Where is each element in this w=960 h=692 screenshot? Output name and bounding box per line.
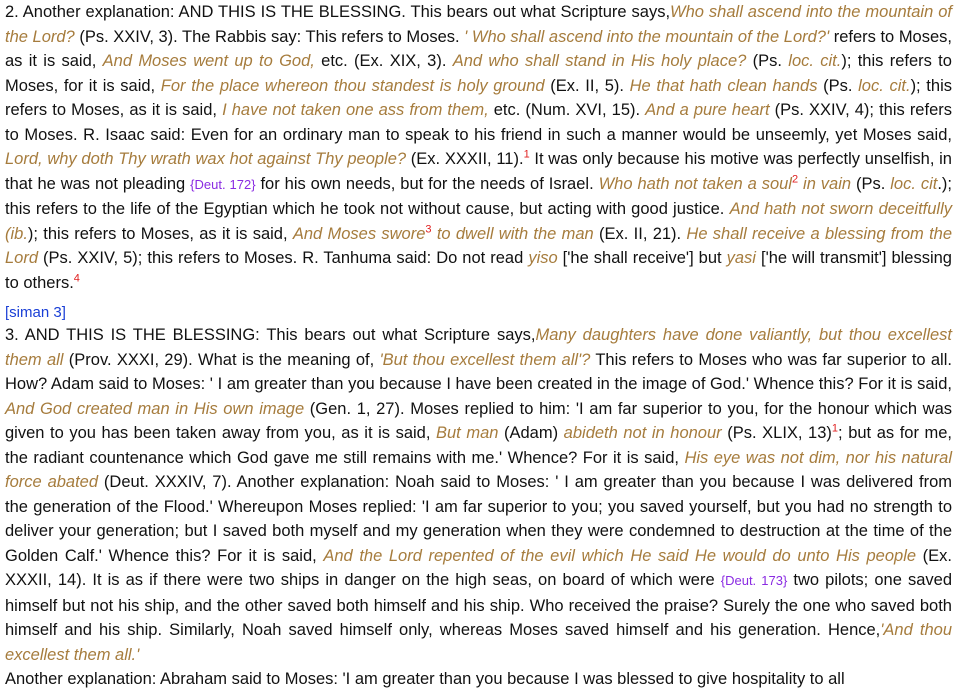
scripture-quote: Who shall ascend into the mountain of the Lord? [5, 3, 952, 46]
body-text: ); this refers to Moses, as it is said, [27, 224, 293, 243]
scripture-quote: Many daughters have done valiantly, but thou excellest them all [5, 326, 952, 369]
body-text: etc. (Ex. XIX, 3). [314, 52, 453, 70]
footnote-marker[interactable]: 2 [791, 173, 799, 185]
scripture-quote: And God created man in His own image [5, 399, 305, 418]
body-text: (Prov. XXXI, 29). What is the meaning of, [63, 350, 380, 369]
scripture-quote: loc. cit. [788, 52, 842, 70]
footnote-marker[interactable]: 3 [425, 223, 432, 235]
body-text: etc. (Num. XVI, 15). [488, 101, 646, 119]
footnote-marker[interactable]: 1 [523, 148, 530, 161]
body-text: (Ex. XXXII, 11). [406, 150, 524, 168]
scripture-quote: He that hath clean hands [629, 76, 818, 95]
scripture-quote: And Moses went up to God, [102, 52, 315, 70]
body-text: ['he will transmit'] blessing to others. [5, 249, 952, 292]
scripture-quote: abideth not in honour [563, 424, 722, 442]
footnote-marker[interactable]: 1 [831, 422, 839, 435]
paragraph-3 [5, 323, 952, 667]
scripture-quote: yiso [528, 249, 558, 267]
scripture-quote: And who shall stand in His holy place? [452, 52, 747, 70]
scripture-quote: 'And thou excellest them all.' [5, 621, 952, 664]
scripture-quote: yasi [726, 249, 756, 267]
body-text: (Ps. [746, 52, 789, 70]
scripture-quote: I have not taken one ass from them, [222, 101, 489, 119]
body-text: refers to Moses, as it is said, [5, 27, 952, 70]
page-reference[interactable]: {Deut. 173} [720, 573, 788, 588]
body-text: This refers to Moses who was far superior to all. How? Adam said to Moses: ' I am greater than you because I have been created in the image of God.' Whence this? For it is said, [5, 350, 952, 393]
body-text: ['he shall receive'] but [557, 249, 727, 267]
scripture-quote: Lord, why doth Thy wrath wax hot against Thy people? [5, 150, 407, 168]
body-text: two pilots; one saved himself but not his ship, and the other saved both himself and his ship. Who received the praise? Surely the one who saved both himself and his ship. Similarly, Noah saved himself only, whereas Moses saved himself and his generation. Hence, [5, 571, 952, 639]
body-text: (Ex. II, 21). [593, 224, 687, 243]
scripture-quote: 'But thou excellest them all'? [379, 350, 591, 369]
body-text: .); this refers to the life of the Egyptian which he took not without cause, but acting with good justice. [5, 174, 953, 218]
body-text: (Ps. [851, 174, 891, 193]
body-text: (Ps. XXIV, 5); this refers to Moses. R. Tanhuma said: Do not read [38, 249, 529, 267]
scripture-quote: loc. cit. [858, 76, 911, 95]
body-text: ; but as for me, the radiant countenance which God gave me still remains with me.' Whence? For it is said, [5, 424, 953, 467]
cutoff-line: Another explanation: Abraham said to Moses: 'I am greater than you because I was blessed to give hospitality to all [5, 670, 845, 688]
scripture-quote: For the place whereon thou standest is holy ground [160, 76, 545, 95]
body-text: (Gen. 1, 27). Moses replied to him: 'I am far superior to you, for the honour which was given to you has been taken away from you, as it is said, [5, 399, 952, 442]
scripture-quote: Who hath not taken a soul [598, 174, 792, 193]
page-reference[interactable]: {Deut. 172} [190, 176, 256, 192]
body-text: (Ps. XXIV, 3). The Rabbis say: This refers to Moses. [74, 27, 465, 46]
body-text: ); this refers to Moses, as it is said, [5, 76, 952, 119]
body-text: 2. Another explanation: AND THIS IS THE BLESSING. This bears out what Scripture says, [5, 3, 671, 21]
scripture-quote: His eye was not dim, nor his natural force abated [5, 448, 952, 491]
scripture-quote: And a pure heart [645, 101, 770, 119]
scripture-quote: ' Who shall ascend into the mountain of the Lord?' [464, 27, 830, 46]
body-text: for his own needs, but for the needs of Israel. [255, 174, 599, 193]
body-text: (Ps. XXIV, 4); this refers to Moses. R. Isaac said: Even for an ordinary man to speak to his friend in such a manner would be unseemly, yet Moses said, [5, 101, 952, 144]
footnote-marker[interactable]: 4 [73, 272, 80, 284]
body-text: (Ps. XLIX, 13) [721, 424, 832, 442]
scripture-quote: And the Lord repented of the evil which He said He would do unto His people [323, 546, 917, 565]
body-text: ); this refers to Moses, for it is said, [5, 52, 952, 95]
scripture-quote: And Moses swore [292, 224, 426, 243]
scripture-quote: loc. cit [890, 174, 938, 193]
scripture-quote: to dwell with the man [431, 224, 594, 243]
scripture-quote: He shall receive a blessing from the Lord [5, 224, 953, 267]
scripture-quote: And hath not sworn deceitfully (ib. [5, 200, 953, 243]
body-text: 3. AND THIS IS THE BLESSING: This bears out what Scripture says, [5, 326, 536, 344]
scripture-quote: in vain [798, 174, 852, 193]
paragraph-2 [5, 0, 952, 295]
body-text: It was only because his motive was perfectly unselfish, in that he was not pleading [5, 150, 952, 193]
scripture-quote: But man [436, 424, 499, 442]
body-text: (Ex. II, 5). [544, 76, 630, 95]
siman-label[interactable]: [siman 3] [5, 304, 66, 321]
body-text: (Adam) [498, 424, 564, 442]
body-text: (Ex. XXXII, 14). It is as if there were two ships in danger on the high seas, on board of which were [5, 546, 952, 589]
body-text: (Deut. XXXIV, 7). Another explanation: Noah said to Moses: ' I am greater than you because I was delivered from the generation of the Flood.' Whereupon Moses replied: 'I am far superior to you; you saved yourself, but you had no strength to deliver your generation; but I saved both myself and my generation when they were condemned to destruction at the time of the Golden Calf.' Whence this? For it is said, [5, 473, 953, 565]
body-text: (Ps. [817, 76, 859, 95]
